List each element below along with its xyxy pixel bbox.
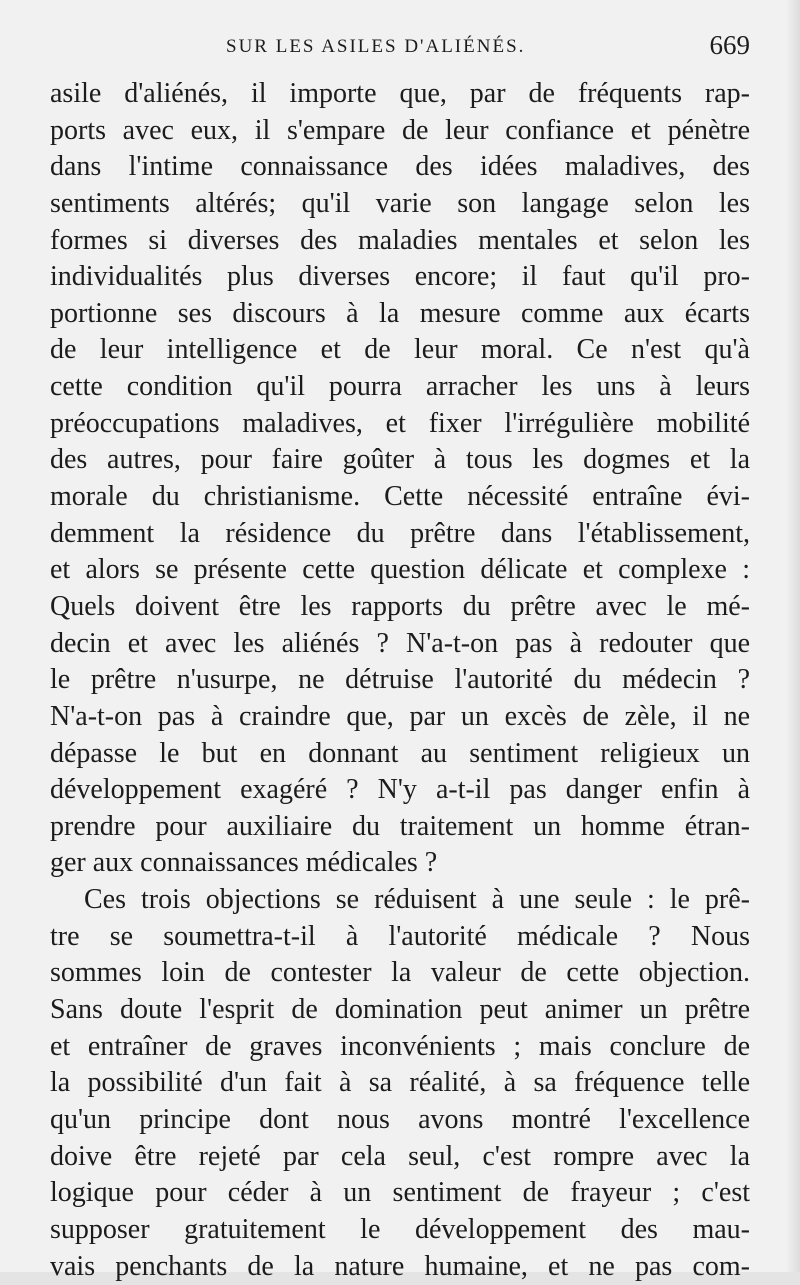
text-line: et entraîner de graves inconvénients ; mais conclure de (50, 1029, 750, 1066)
text-line: de leur intelligence et de leur moral. Ce n'est qu'à (50, 332, 750, 369)
text-line: formes si diverses des maladies mentales et selon les (50, 223, 750, 260)
text-line: dépasse le but en donnant au sentiment religieux un (50, 736, 750, 773)
text-line: individualités plus diverses encore; il faut qu'il pro- (50, 259, 750, 296)
text-line: supposer gratuitement le développement des mau- (50, 1212, 750, 1249)
text-line: sentiments altérés; qu'il varie son langage selon les (50, 186, 750, 223)
text-line: logique pour céder à un sentiment de frayeur ; c'est (50, 1175, 750, 1212)
running-head (50, 30, 750, 70)
text-line: doive être rejeté par cela seul, c'est rompre avec la (50, 1139, 750, 1176)
text-line: vais penchants de la nature humaine, et ne pas com- (50, 1249, 750, 1285)
text-line: qu'un principe dont nous avons montré l'excellence (50, 1102, 750, 1139)
text-line: ports avec eux, il s'empare de leur confiance et pénètre (50, 113, 750, 150)
text-line: demment la résidence du prêtre dans l'établissement, (50, 516, 750, 553)
text-line: développement exagéré ? N'y a-t-il pas danger enfin à (50, 772, 750, 809)
text-line: dans l'intime connaissance des idées maladives, des (50, 149, 750, 186)
page-number: 669 (710, 30, 751, 61)
text-line: préoccupations maladives, et fixer l'irrégulière mobilité (50, 406, 750, 443)
text-line: tre se soumettra-t-il à l'autorité médicale ? Nous (50, 919, 750, 956)
text-line: N'a-t-on pas à craindre que, par un excès de zèle, il ne (50, 699, 750, 736)
text-line: cette condition qu'il pourra arracher les uns à leurs (50, 369, 750, 406)
text-line: sommes loin de contester la valeur de cette objection. (50, 955, 750, 992)
text-line-paragraph-end: ger aux connaissances médicales ? (50, 845, 750, 882)
text-line-paragraph-start: Ces trois objections se réduisent à une seule : le prê- (50, 882, 750, 919)
running-title: SUR LES ASILES D'ALIÉNÉS. (226, 36, 525, 58)
text-line: la possibilité d'un fait à sa réalité, à sa fréquence telle (50, 1065, 750, 1102)
text-line: Quels doivent être les rapports du prêtre avec le mé- (50, 589, 750, 626)
text-line: des autres, pour faire goûter à tous les dogmes et la (50, 442, 750, 479)
text-line: morale du christianisme. Cette nécessité entraîne évi- (50, 479, 750, 516)
text-line: le prêtre n'usurpe, ne détruise l'autorité du médecin ? (50, 662, 750, 699)
text-line: decin et avec les aliénés ? N'a-t-on pas à redouter que (50, 626, 750, 663)
text-line: et alors se présente cette question délicate et complexe : (50, 552, 750, 589)
text-line: prendre pour auxiliaire du traitement un homme étran- (50, 809, 750, 846)
body-text (50, 76, 750, 1285)
text-line: asile d'aliénés, il importe que, par de fréquents rap- (50, 76, 750, 113)
text-line: Sans doute l'esprit de domination peut animer un prêtre (50, 992, 750, 1029)
page-edge-shadow (786, 0, 800, 1272)
text-line: portionne ses discours à la mesure comme aux écarts (50, 296, 750, 333)
